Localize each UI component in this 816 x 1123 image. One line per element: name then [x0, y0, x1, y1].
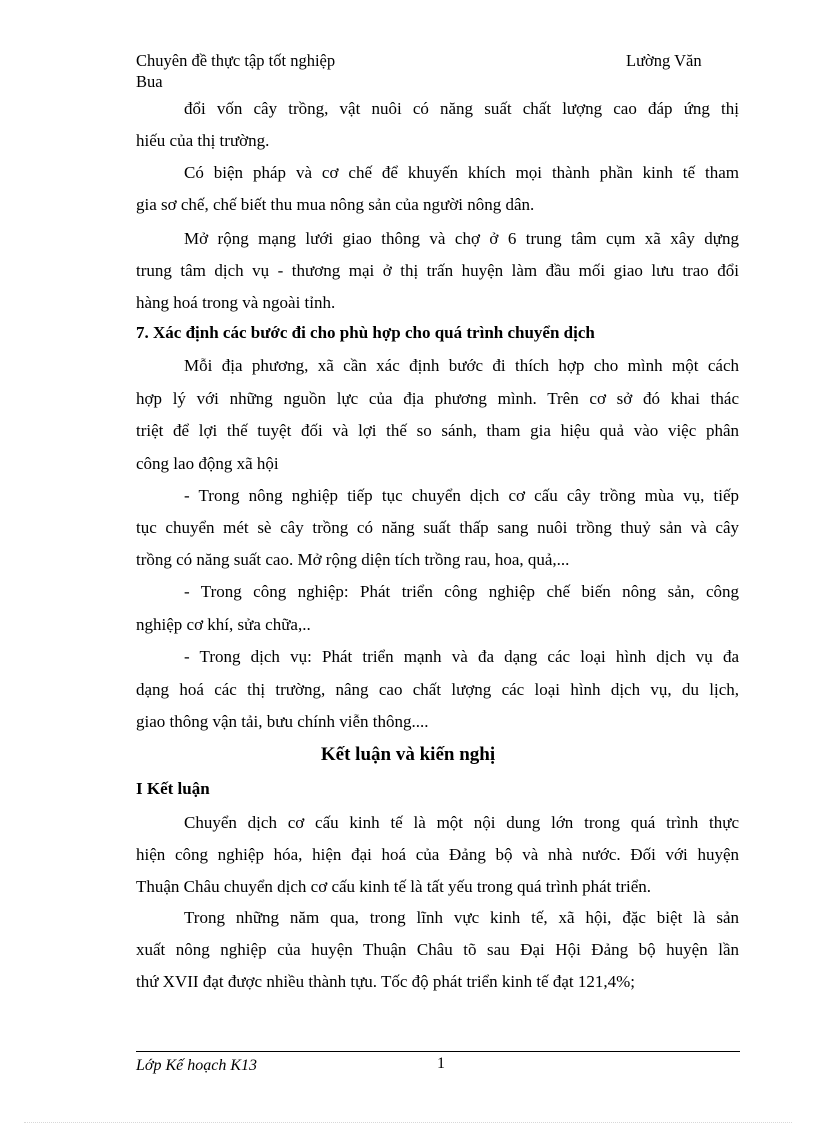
- body-line: gia sơ chế, chế biết thu mua nông sản của người nông dân.: [136, 195, 535, 214]
- body-line: nghiệp cơ khí, sửa chữa,..: [136, 615, 311, 634]
- body-line: - Trong công nghiệp: Phát triển công nghiệp chế biến nông sản, công: [184, 582, 739, 601]
- body-line: trung tâm dịch vụ - thương mại ở thị trấn huyện làm đầu mối giao lưu trao đổi: [136, 261, 739, 280]
- body-line: dạng hoá các thị trường, nâng cao chất lượng các loại hình dịch vụ, du lịch,: [136, 680, 739, 699]
- chapter-title: Kết luận và kiến nghị: [320, 744, 496, 765]
- body-line: Mở rộng mạng lưới giao thông và chợ ở 6 trung tâm cụm xã xây dựng: [184, 229, 739, 248]
- body-line: hàng hoá trong và ngoài tỉnh.: [136, 293, 336, 312]
- page-number: 1: [437, 1055, 445, 1072]
- body-line: xuất nông nghiệp của huyện Thuận Châu tõ sau Đại Hội Đảng bộ huyện lần: [136, 940, 739, 959]
- body-line: Thuận Châu chuyển dịch cơ cấu kinh tế là tất yếu trong quá trình phát triển.: [136, 877, 652, 896]
- body-line: tục chuyển mét sè cây trồng có năng suất thấp sang nuôi trồng thuỷ sản và cây: [136, 518, 739, 537]
- body-line: trồng có năng suất cao. Mở rộng diện tích trồng rau, hoa, quả,...: [136, 550, 570, 569]
- footer-class-label: Lớp Kế hoạch K13: [136, 1057, 257, 1074]
- body-line: - Trong nông nghiệp tiếp tục chuyển dịch cơ cấu cây trồng mùa vụ, tiếp: [184, 486, 739, 505]
- body-line: Mỗi địa phương, xã cần xác định bước đi thích hợp cho mình một cách: [184, 356, 739, 375]
- body-line: giao thông vận tải, bưu chính viễn thông....: [136, 712, 429, 731]
- section-heading: 7. Xác định các bước đi cho phù hợp cho quá trình chuyển dịch: [136, 323, 595, 342]
- header-right-text: Lường Văn: [626, 51, 702, 70]
- subsection-heading: I Kết luận: [136, 779, 210, 798]
- body-line: - Trong dịch vụ: Phát triển mạnh và đa dạng các loại hình dịch vụ đa: [184, 647, 739, 666]
- body-line: thứ XVII đạt được nhiều thành tựu. Tốc độ phát triển kinh tế đạt 121,4%;: [136, 972, 635, 991]
- header-wrap-text: Bua: [136, 72, 163, 91]
- body-line: công lao động xã hội: [136, 454, 279, 473]
- body-line: hợp lý với những nguồn lực của địa phương mình. Trên cơ sở đó khai thác: [136, 389, 739, 408]
- body-line: hiếu của thị trường.: [136, 131, 270, 150]
- header-left-text: Chuyên đề thực tập tốt nghiệp: [136, 51, 336, 70]
- body-line: triệt để lợi thế tuyệt đối và lợi thế so sánh, tham gia hiệu quả vào việc phân: [136, 421, 739, 440]
- body-line: Chuyển dịch cơ cấu kinh tế là một nội dung lớn trong quá trình thực: [184, 813, 739, 832]
- body-line: đổi vốn cây trồng, vật nuôi có năng suất chất lượng cao đáp ứng thị: [184, 99, 739, 118]
- body-line: Trong những năm qua, trong lĩnh vực kinh tế, xã hội, đặc biệt là sản: [184, 908, 739, 927]
- body-line: Có biện pháp và cơ chế để khuyến khích mọi thành phần kinh tế tham: [184, 163, 739, 182]
- body-line: hiện công nghiệp hóa, hiện đại hoá của Đảng bộ và nhà nước. Đối với huyện: [136, 845, 739, 864]
- footer-rule: [136, 1051, 740, 1052]
